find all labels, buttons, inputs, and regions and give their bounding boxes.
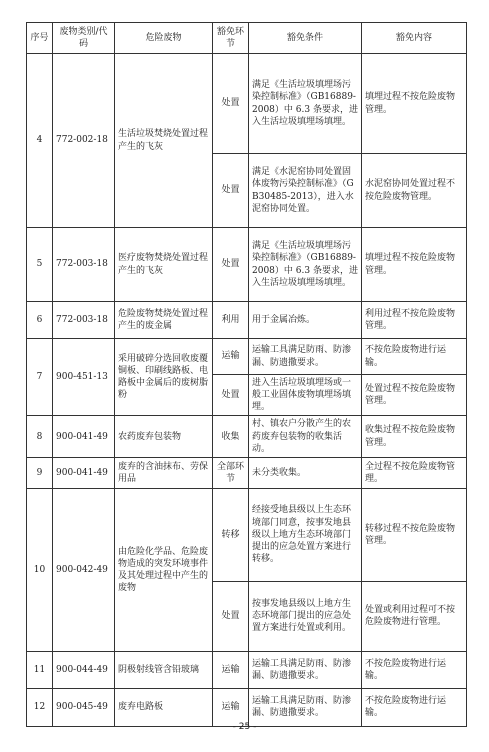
exempt-condition: 未分类收集。 <box>249 457 362 488</box>
exempt-stage: 处置 <box>213 228 249 302</box>
exempt-condition: 运输工具满足防雨、防渗漏、防遗撒要求。 <box>249 688 362 726</box>
waste-code: 772-003-18 <box>53 228 115 302</box>
waste-name: 生活垃圾焚烧处置过程产生的飞灰 <box>115 54 213 228</box>
header-waste: 危险废物 <box>115 23 213 54</box>
waste-name: 废弃电路板 <box>115 688 213 726</box>
waste-code: 900-041-49 <box>53 416 115 457</box>
waste-code: 900-042-49 <box>53 488 115 651</box>
exempt-condition: 用于金属冶炼。 <box>249 302 362 339</box>
exempt-condition: 运输工具满足防雨、防渗漏、防遗撒要求。 <box>249 651 362 688</box>
waste-code: 900-041-49 <box>53 457 115 488</box>
header-seq: 序号 <box>27 23 53 54</box>
exempt-content: 利用过程不按危险废物管理。 <box>362 302 467 339</box>
row-number: 11 <box>27 651 53 688</box>
exempt-condition: 村、镇农户分散产生的农药废弃包装物的收集活动。 <box>249 416 362 457</box>
exempt-stage: 处置 <box>213 581 249 651</box>
exempt-stage: 运输 <box>213 688 249 726</box>
waste-name: 危险废物焚烧处置过程产生的废金属 <box>115 302 213 339</box>
row-number: 6 <box>27 302 53 339</box>
waste-code: 772-003-18 <box>53 302 115 339</box>
exempt-condition: 进入生活垃圾填埋场或一般工业固体废物填埋场填埋。 <box>249 375 362 416</box>
exempt-condition: 满足《生活垃圾填埋场污染控制标准》（GB16889-2008）中 6.3 条要求，进入生活垃圾填埋场填埋。 <box>249 228 362 302</box>
exempt-content: 不按危险废物进行运输。 <box>362 339 467 375</box>
exempt-content: 处置过程不按危险废物管理。 <box>362 375 467 416</box>
table-row <box>27 302 467 339</box>
waste-code: 900-451-13 <box>53 339 115 416</box>
exempt-content: 全过程不按危险废物管理。 <box>362 457 467 488</box>
exempt-content: 处置或利用过程可不按危险废物进行管理。 <box>362 581 467 651</box>
exempt-condition: 按事发地县级以上地方生态环境部门提出的应急处置方案进行处置或利用。 <box>249 581 362 651</box>
row-number: 5 <box>27 228 53 302</box>
header-row <box>27 23 467 54</box>
table-row <box>27 488 467 581</box>
page-number: - 25 - <box>232 722 257 732</box>
table-row <box>27 651 467 688</box>
table-row <box>27 688 467 726</box>
row-number: 4 <box>27 54 53 228</box>
header-stage: 豁免环节 <box>213 23 249 54</box>
waste-code: 772-002-18 <box>53 54 115 228</box>
exempt-stage: 处置 <box>213 375 249 416</box>
table-row <box>27 228 467 302</box>
waste-name: 农药废弃包装物 <box>115 416 213 457</box>
exempt-content: 水泥窑协同处置过程不按危险废物管理。 <box>362 154 467 228</box>
exempt-condition: 运输工具满足防雨、防渗漏、防遗撒要求。 <box>249 339 362 375</box>
waste-name: 采用破碎分选回收废覆铜板、印刷线路板、电路板中金属后的废树脂粉 <box>115 339 213 416</box>
exempt-condition: 满足《生活垃圾填埋场污染控制标准》（GB16889-2008）中 6.3 条要求，进入生活垃圾填埋场填埋。 <box>249 54 362 154</box>
exempt-stage: 运输 <box>213 651 249 688</box>
row-number: 8 <box>27 416 53 457</box>
row-number: 9 <box>27 457 53 488</box>
document-page <box>26 22 466 727</box>
exempt-stage: 转移 <box>213 488 249 581</box>
header-content: 豁免内容 <box>362 23 467 54</box>
waste-name: 废弃的含油抹布、劳保用品 <box>115 457 213 488</box>
exempt-stage: 收集 <box>213 416 249 457</box>
table-row <box>27 416 467 457</box>
table-row <box>27 457 467 488</box>
exempt-condition: 满足《水泥窑协同处置固体废物污染控制标准》（GB30485-2013），进入水泥窑协同处置。 <box>249 154 362 228</box>
exempt-content: 填埋过程不按危险废物管理。 <box>362 228 467 302</box>
waste-code: 900-044-49 <box>53 651 115 688</box>
exempt-stage: 运输 <box>213 339 249 375</box>
exempt-content: 不按危险废物进行运输。 <box>362 688 467 726</box>
waste-name: 阴极射线管含铅玻璃 <box>115 651 213 688</box>
exempt-content: 不按危险废物进行运输。 <box>362 651 467 688</box>
table-row <box>27 339 467 375</box>
row-number: 12 <box>27 688 53 726</box>
exempt-stage: 处置 <box>213 154 249 228</box>
exemption-table <box>26 22 467 727</box>
exempt-content: 填埋过程不按危险废物管理。 <box>362 54 467 154</box>
exempt-stage: 利用 <box>213 302 249 339</box>
header-condition: 豁免条件 <box>249 23 362 54</box>
exempt-content: 转移过程不按危险废物管理。 <box>362 488 467 581</box>
waste-name: 医疗废物焚烧处置过程产生的飞灰 <box>115 228 213 302</box>
exempt-stage: 全部环节 <box>213 457 249 488</box>
waste-code: 900-045-49 <box>53 688 115 726</box>
row-number: 10 <box>27 488 53 651</box>
exempt-stage: 处置 <box>213 54 249 154</box>
table-row <box>27 54 467 154</box>
waste-name: 由危险化学品、危险废物造成的突发环境事件及其处理过程中产生的废物 <box>115 488 213 651</box>
exempt-condition: 经接受地县级以上生态环境部门同意，按事发地县级以上地方生态环境部门提出的应急处置方案进行转移。 <box>249 488 362 581</box>
exempt-content: 收集过程不按危险废物管理。 <box>362 416 467 457</box>
row-number: 7 <box>27 339 53 416</box>
header-code: 废物类别/代码 <box>53 23 115 54</box>
